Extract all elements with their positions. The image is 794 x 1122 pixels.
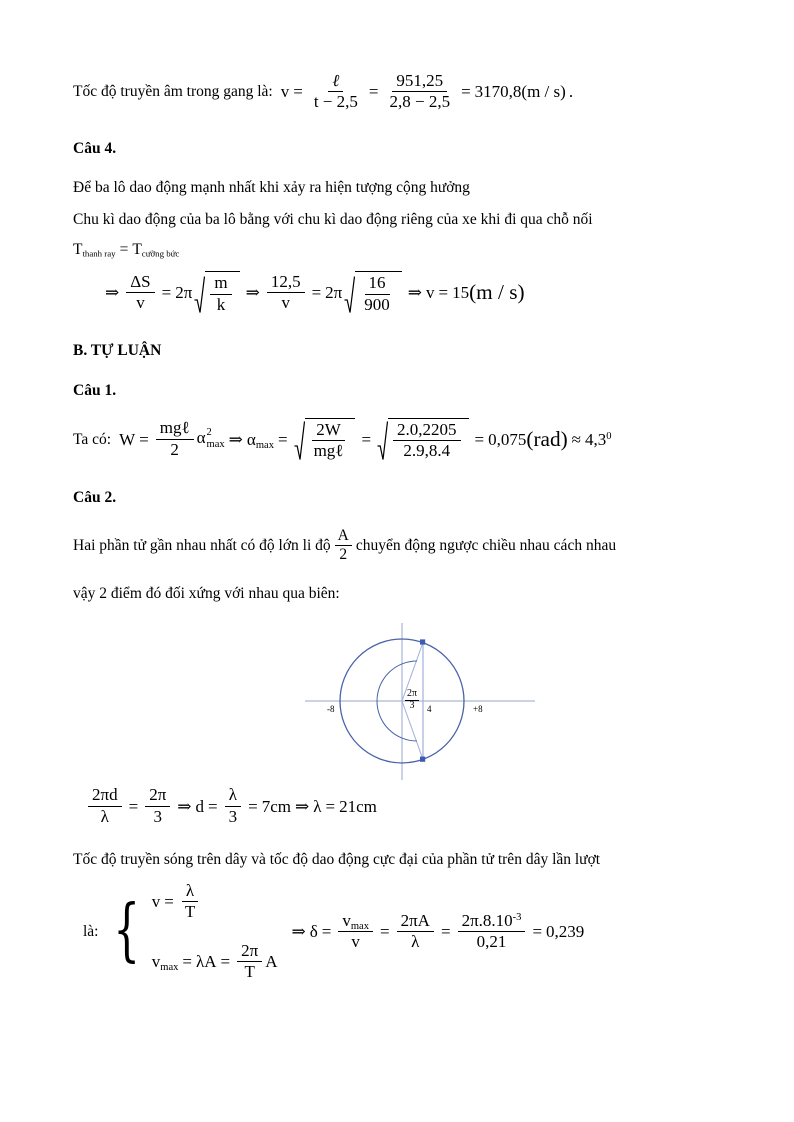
denominator: 3 [409, 699, 415, 711]
lambda-value: 21cm [339, 796, 377, 816]
equals-1: = [182, 952, 192, 972]
equals-1: = [293, 82, 303, 102]
cau2-line1-part2: chuyển động ngược chiều nhau cách nhau [355, 537, 617, 555]
numerator [338, 912, 373, 932]
sqrt-m-over-k [194, 271, 239, 314]
alpha-max-squared [197, 428, 225, 450]
sound-speed-text: Tốc độ truyền âm trong gang là: [73, 82, 273, 100]
fraction-12-5-over-v [267, 273, 305, 313]
cau4-line-1: Để ba lô dao động mạnh nhất khi xảy ra hiện tượng cộng hưởng [73, 178, 470, 196]
denominator: t − 2,5 [313, 92, 358, 112]
sound-speed-line [73, 72, 723, 112]
v-subscript: max [160, 961, 179, 973]
result-var-v: v [426, 283, 435, 303]
equals-3: = [440, 922, 451, 942]
alpha-result-unit: (rad) [526, 426, 568, 451]
var-lambda: λ [313, 796, 322, 816]
numerator: λ [182, 882, 198, 902]
numerator: A [335, 528, 352, 546]
denominator: 2 [339, 545, 348, 563]
fraction-deltaS-over-v [126, 273, 154, 313]
result-equals: = [438, 283, 449, 303]
cau4-period-equality [73, 242, 723, 258]
var-v: v [151, 892, 161, 912]
fraction-2pid-over-lambda [88, 786, 122, 826]
cau4-line-2: Chu kì dao động của ba lô bằng với chu kì dao động riêng của xe khi đi qua chỗ nối [73, 210, 593, 228]
subscript: max [255, 439, 274, 451]
d-value: 7cm [261, 796, 291, 816]
equals-2: = [380, 922, 390, 942]
equals-2: = [311, 283, 322, 303]
equals-4: = [532, 922, 543, 942]
marker-lower [420, 757, 425, 762]
degrees-value: 4,3 [585, 429, 607, 449]
numerator-exponent: -3 [512, 912, 522, 924]
cau2-line-3: Tốc độ truyền sóng trên dây và tốc độ dao động cực đại của phần tử trên dây lần lượt [73, 850, 601, 868]
equation-system [105, 882, 278, 981]
numerator: 2πA [397, 912, 434, 932]
numerator: ℓ [328, 72, 343, 92]
equals-1: = [139, 429, 149, 449]
fraction-16-over-900 [360, 274, 394, 314]
equals-2: = [220, 952, 231, 972]
numerator: 2π [237, 942, 262, 962]
sound-speed-formula [281, 72, 573, 112]
equals-1: = [128, 796, 139, 816]
denominator: 3 [228, 806, 238, 826]
implies-1: ⇒ [177, 796, 192, 816]
result-unit: (m / s) [469, 279, 525, 304]
T-left-sub: thanh ray [82, 248, 116, 259]
denominator: 2,8 − 2,5 [389, 92, 451, 112]
equals-3: = [361, 429, 372, 449]
T-left-base: T [73, 240, 83, 258]
fraction-mgl-over-2 [156, 419, 194, 459]
fraction-2pi-over-T [237, 942, 262, 982]
phase-circle-diagram [305, 618, 535, 788]
fraction-2pi-over-3 [145, 786, 170, 826]
fraction-A-over-2 [335, 528, 352, 564]
system-row-2 [152, 942, 278, 982]
system-lead: là: [83, 922, 99, 940]
label-minus-8: -8 [327, 704, 335, 715]
cau2-line1-part1: Hai phần tử gần nhau nhất có độ lớn li độ [73, 537, 331, 555]
denominator: v [281, 293, 290, 313]
result-value: 15 [452, 283, 470, 303]
fraction-numeric [385, 72, 454, 112]
cau2-system-block [83, 882, 723, 981]
cau2-line-1 [73, 526, 723, 565]
denominator: 2.9,8.4 [403, 441, 451, 461]
numerator: ΔS [126, 273, 154, 293]
numerator-text: mgℓ [159, 418, 190, 438]
alpha-result-rad: 0,075 [488, 429, 527, 449]
label-chord-4: 4 [427, 704, 432, 715]
numerator-base: 2π.8.10 [461, 910, 513, 930]
equals-1: = [321, 922, 332, 942]
numerator [156, 419, 194, 439]
numerator: 2πd [88, 786, 122, 806]
equals-3: = [461, 82, 471, 102]
fraction-2W-over-mgl [310, 421, 348, 461]
equals-4: = [474, 429, 485, 449]
radical-sign-icon [194, 271, 205, 314]
system-row-1 [152, 882, 278, 922]
alpha-scripts [207, 428, 225, 450]
heading-cau-1: Câu 1. [73, 381, 117, 399]
numerator-subscript: max [350, 920, 369, 932]
equals-2: = [208, 796, 218, 816]
alpha-result-degrees [585, 431, 612, 448]
label-angle-2pi-over-3 [405, 689, 419, 711]
denominator: k [216, 294, 226, 314]
fraction-m-over-k [210, 274, 231, 314]
phase-circle-diagram-wrap [73, 618, 723, 786]
alpha-base: α [196, 428, 206, 448]
lead-text: Ta có: [73, 430, 112, 448]
denominator: 3 [153, 806, 162, 826]
implies-2: ⇒ [245, 283, 260, 303]
numerator: m [210, 274, 231, 294]
equals-4: = [325, 796, 336, 816]
two-pi-1: 2π [175, 283, 193, 303]
fraction-lambda-over-T [181, 882, 199, 922]
T-left [73, 242, 116, 258]
implies-3: ⇒ [407, 283, 422, 303]
approx-equals: ≈ [571, 429, 582, 449]
implies: ⇒ [228, 429, 243, 449]
fraction-numeric [393, 421, 461, 461]
equals-3: = [248, 796, 258, 816]
numerator: 12,5 [267, 273, 305, 293]
cau4-formula [101, 271, 723, 314]
denominator: v [136, 293, 145, 313]
lambda-A: λA [196, 952, 217, 972]
heading-cau-2: Câu 2. [73, 488, 117, 506]
heading-cau-4: Câu 4. [73, 139, 117, 157]
denominator: 0,21 [476, 932, 507, 952]
fraction-lambda-over-3 [225, 786, 242, 826]
cau2-lambda-formula [85, 786, 723, 826]
sqrt-16-over-900 [344, 271, 402, 314]
var-v-max [151, 952, 179, 973]
sqrt-2W-over-mgl [294, 418, 356, 461]
denominator: 2 [170, 439, 179, 459]
numerator-base: v [342, 910, 351, 930]
v-base: v [151, 952, 161, 972]
alpha-base: α [246, 429, 256, 449]
fraction-vmax-over-v [338, 912, 373, 952]
var-d: d [195, 796, 205, 816]
period: . [568, 82, 574, 102]
numerator: 2W [312, 421, 345, 441]
phase-circle-svg [305, 618, 535, 783]
T-right [132, 242, 179, 258]
subscript: max [206, 438, 225, 450]
cau1-formula [73, 418, 723, 461]
numerator: λ [225, 786, 241, 806]
marker-upper [420, 640, 425, 645]
sound-speed-result: 3170,8(m / s) [474, 82, 566, 102]
degree-symbol: 0 [606, 431, 612, 443]
denominator: v [351, 932, 360, 952]
alpha-max [246, 429, 274, 451]
radical-sign-icon [344, 271, 355, 314]
var-A: A [265, 952, 278, 972]
system-result [288, 912, 585, 952]
equals: = [164, 892, 174, 912]
equals-2: = [277, 429, 288, 449]
denominator: T [184, 902, 196, 922]
denominator: mgℓ [313, 441, 344, 461]
var-delta: δ [309, 922, 318, 942]
numerator: 2.0,2205 [393, 421, 461, 441]
equals-2: = [368, 82, 379, 102]
delta-value: 0,239 [546, 922, 585, 942]
denominator: λ [411, 932, 420, 952]
label-plus-8: +8 [473, 704, 483, 715]
numerator [458, 912, 526, 932]
T-right-sub: cưỡng bức [141, 248, 180, 259]
numerator: 16 [365, 274, 390, 294]
equals-1: = [161, 283, 172, 303]
var-v: v [280, 82, 290, 102]
T-right-base: T [132, 240, 142, 258]
denominator: T [244, 962, 255, 982]
heading-section-b: B. TỰ LUẬN [73, 341, 162, 359]
numerator: 2π [145, 786, 170, 806]
sqrt-numeric [377, 418, 469, 461]
denominator: 900 [364, 294, 390, 314]
implies-2: ⇒ [295, 796, 310, 816]
denominator: λ [100, 806, 109, 826]
numerator: 951,25 [392, 72, 447, 92]
radical-sign-icon [294, 418, 305, 461]
implies-1: ⇒ [105, 283, 120, 303]
left-brace-icon: { [112, 891, 140, 971]
cau2-line-2: vậy 2 điểm đó đối xứng với nhau qua biên: [73, 585, 340, 603]
radical-sign-icon [377, 418, 388, 461]
superscript: 2 [206, 427, 212, 439]
fraction-ell-over-t [310, 72, 362, 111]
numerator: 2π [407, 688, 418, 700]
implies: ⇒ [291, 922, 306, 942]
two-pi-2: 2π [325, 283, 343, 303]
fraction-numeric-delta [458, 912, 526, 952]
document-content [73, 72, 723, 981]
fraction-2piA-over-lambda [397, 912, 434, 952]
var-W: W [119, 429, 136, 449]
equals: = [119, 240, 129, 258]
